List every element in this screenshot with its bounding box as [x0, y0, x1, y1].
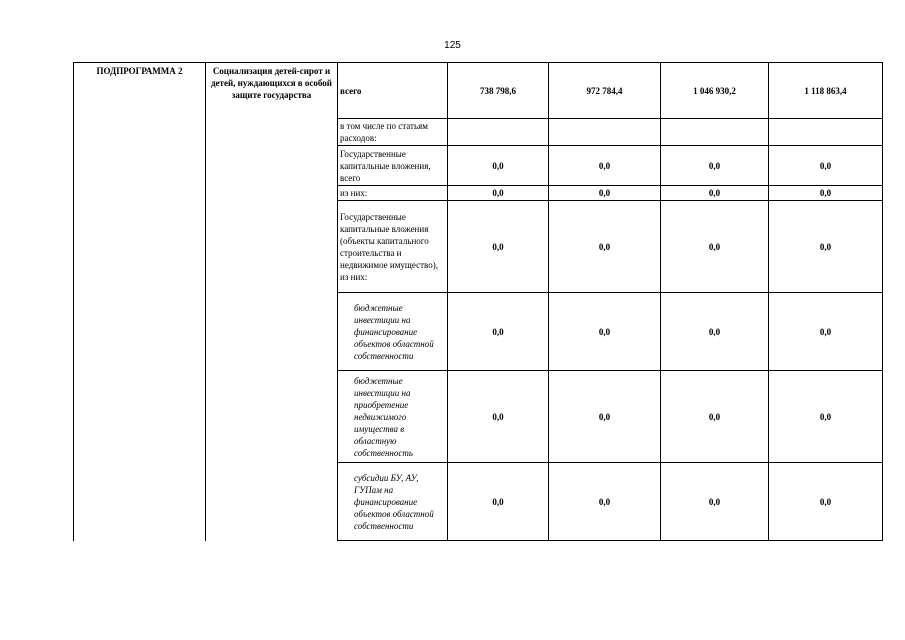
- value-cell: 0,0: [549, 371, 661, 463]
- value-cell: 0,0: [448, 371, 549, 463]
- value-cell: 0,0: [769, 371, 883, 463]
- value-cell: 0,0: [549, 146, 661, 186]
- value-cell: 0,0: [661, 371, 769, 463]
- row-label: бюджетные инвестиции на приобретение недвижимого имущества в областную собственность: [338, 371, 448, 463]
- value-cell: 0,0: [661, 146, 769, 186]
- subprogram-name: Социализация детей-сирот и детей, нуждающихся в особой защите государства: [206, 63, 338, 541]
- value-cell: 1 118 863,4: [769, 63, 883, 119]
- value-cell: 0,0: [549, 201, 661, 293]
- row-label: бюджетные инвестиции на финансирование объектов областной собственности: [338, 293, 448, 371]
- value-cell: 738 798,6: [448, 63, 549, 119]
- value-cell: [769, 119, 883, 146]
- value-cell: 0,0: [769, 463, 883, 541]
- value-cell: 972 784,4: [549, 63, 661, 119]
- value-cell: 0,0: [769, 201, 883, 293]
- value-cell: 0,0: [661, 463, 769, 541]
- value-cell: 0,0: [769, 293, 883, 371]
- row-label: из них:: [338, 186, 448, 201]
- value-cell: [549, 119, 661, 146]
- value-cell: 0,0: [448, 201, 549, 293]
- value-cell: 0,0: [661, 293, 769, 371]
- budget-table: [73, 62, 883, 541]
- value-cell: 0,0: [549, 463, 661, 541]
- row-label: Государственные капитальные вложения, всего: [338, 146, 448, 186]
- value-cell: 0,0: [448, 146, 549, 186]
- value-cell: 0,0: [769, 186, 883, 201]
- value-cell: [448, 119, 549, 146]
- value-cell: 0,0: [448, 293, 549, 371]
- value-cell: 0,0: [448, 186, 549, 201]
- row-label: субсидии БУ, АУ, ГУПам на финансирование объектов областной собственности: [338, 463, 448, 541]
- subprogram-code: ПОДПРОГРАММА 2: [74, 63, 206, 541]
- value-cell: 0,0: [448, 463, 549, 541]
- value-cell: [661, 119, 769, 146]
- value-cell: 0,0: [549, 293, 661, 371]
- value-cell: 0,0: [769, 146, 883, 186]
- table-row: [74, 63, 883, 119]
- row-label: Государственные капитальные вложения (объекты капитального строительства и недвижимое имущество), из них:: [338, 201, 448, 293]
- value-cell: 0,0: [661, 201, 769, 293]
- value-cell: 1 046 930,2: [661, 63, 769, 119]
- value-cell: 0,0: [549, 186, 661, 201]
- page-number: 125: [444, 40, 461, 51]
- row-label: в том числе по статьям расходов:: [338, 119, 448, 146]
- value-cell: 0,0: [661, 186, 769, 201]
- row-label: всего: [338, 63, 448, 119]
